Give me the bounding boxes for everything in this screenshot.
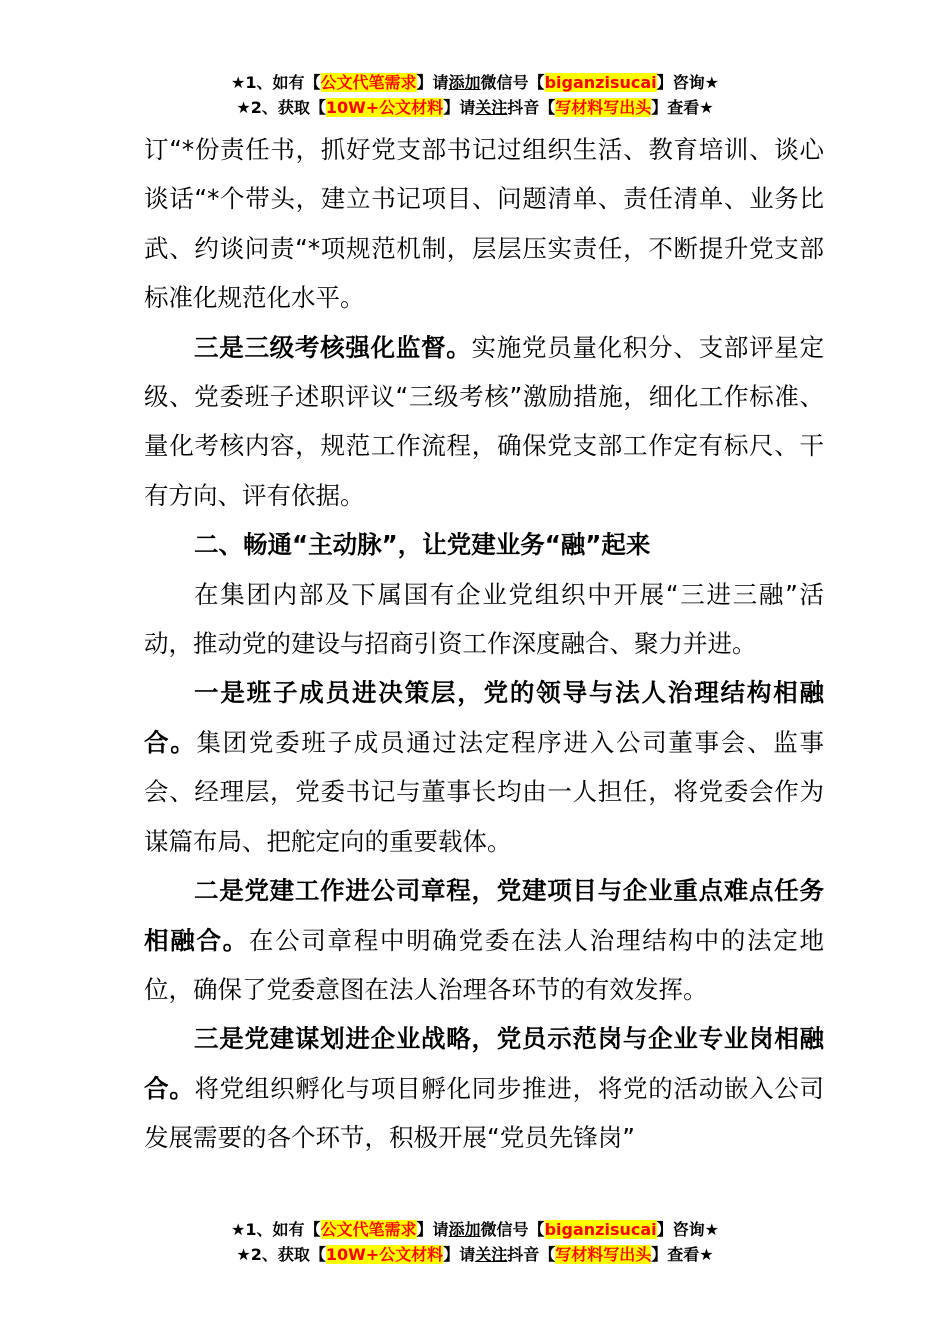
- paragraph: [144, 570, 824, 669]
- heading-text: 二、畅通“主动脉”，让党建业务“融”起来: [194, 530, 651, 560]
- banner-text: 抖音【: [507, 98, 556, 117]
- paragraph-lead: 三是三级考核强化监督。: [194, 332, 472, 362]
- paragraph: [144, 1014, 824, 1162]
- banner-text: 微信号【: [480, 73, 545, 92]
- banner-line-2: [0, 95, 950, 120]
- banner-text: ★2、获取【: [236, 1245, 326, 1264]
- paragraph-lead: 二是党建工作进公司章程，党建项目与企业重点难点任务相融合。: [144, 876, 824, 955]
- banner-text: 】查看★: [651, 98, 714, 117]
- document-body: [144, 125, 824, 1163]
- banner-highlight: biganzisucai: [544, 73, 657, 92]
- banner-line-1: [0, 70, 950, 95]
- banner-underlined: 关注: [475, 98, 508, 117]
- banner-text: 微信号【: [480, 1220, 545, 1239]
- banner-text: 】请: [416, 1220, 449, 1239]
- banner-underlined: 关注: [475, 1245, 508, 1264]
- paragraph: [144, 866, 824, 1014]
- banner-text: ★1、如有【: [231, 73, 321, 92]
- banner-highlight: biganzisucai: [544, 1220, 657, 1239]
- banner-line-2: [0, 1242, 950, 1267]
- banner-text: ★2、获取【: [236, 98, 326, 117]
- paragraph-text: 在公司章程中明确党委在法人治理结构中的法定地位，确保了党委意图在法人治理各环节的有效发挥。: [144, 925, 825, 1004]
- paragraph: [144, 668, 824, 866]
- banner-highlight: 写材料写出头: [555, 1245, 652, 1264]
- banner-underlined: 添加: [448, 1220, 481, 1239]
- banner-highlight: 写材料写出头: [555, 98, 652, 117]
- banner-underlined: 添加: [448, 73, 481, 92]
- banner-text: 】请: [416, 73, 449, 92]
- top-banner: [0, 70, 950, 120]
- banner-text: 】请: [443, 98, 476, 117]
- banner-highlight: 公文代笔需求: [320, 73, 417, 92]
- section-heading: [144, 520, 824, 569]
- banner-highlight: 10W+公文材料: [325, 1245, 444, 1264]
- banner-text: 】咨询★: [656, 1220, 719, 1239]
- bottom-banner: [0, 1217, 950, 1267]
- paragraph-text: 在集团内部及下属国有企业党组织中开展“三进三融”活动，推动党的建设与招商引资工作深度融合、聚力并进。: [144, 579, 824, 659]
- banner-text: 】查看★: [651, 1245, 714, 1264]
- banner-text: ★1、如有【: [231, 1220, 321, 1239]
- banner-highlight: 公文代笔需求: [320, 1220, 417, 1239]
- banner-text: 】请: [443, 1245, 476, 1264]
- banner-text: 】咨询★: [656, 73, 719, 92]
- paragraph: [144, 125, 824, 323]
- paragraph-text: 实施党员量化积分、支部评星定级、党委班子述职评议“三级考核”激励措施，细化工作标准、量化考核内容，规范工作流程，确保党支部工作定有标尺、干有方向、评有依据。: [144, 332, 825, 510]
- paragraph-lead: 三是党建谋划进企业战略，党员示范岗与企业专业岗相融合。: [144, 1024, 824, 1103]
- banner-text: 抖音【: [507, 1245, 556, 1264]
- paragraph: [144, 323, 824, 521]
- paragraph-lead: 一是班子成员进决策层，党的领导与法人治理结构相融合。: [144, 678, 824, 757]
- banner-line-1: [0, 1217, 950, 1242]
- paragraph-text: 订“*份责任书，抓好党支部书记过组织生活、教育培训、谈心谈话“*个带头，建立书记项目、问题清单、责任清单、业务比武、约谈问责“*项规范机制，层层压实责任，不断提升党支部标准化规范化水平。: [144, 135, 824, 313]
- banner-highlight: 10W+公文材料: [325, 98, 444, 117]
- paragraph-text: 集团党委班子成员通过法定程序进入公司董事会、监事会、经理层，党委书记与董事长均由一人担任，将党委会作为谋篇布局、把舵定向的重要载体。: [144, 727, 825, 856]
- paragraph-text: 将党组织孵化与项目孵化同步推进，将党的活动嵌入公司发展需要的各个环节，积极开展“党员先锋岗”: [144, 1073, 825, 1153]
